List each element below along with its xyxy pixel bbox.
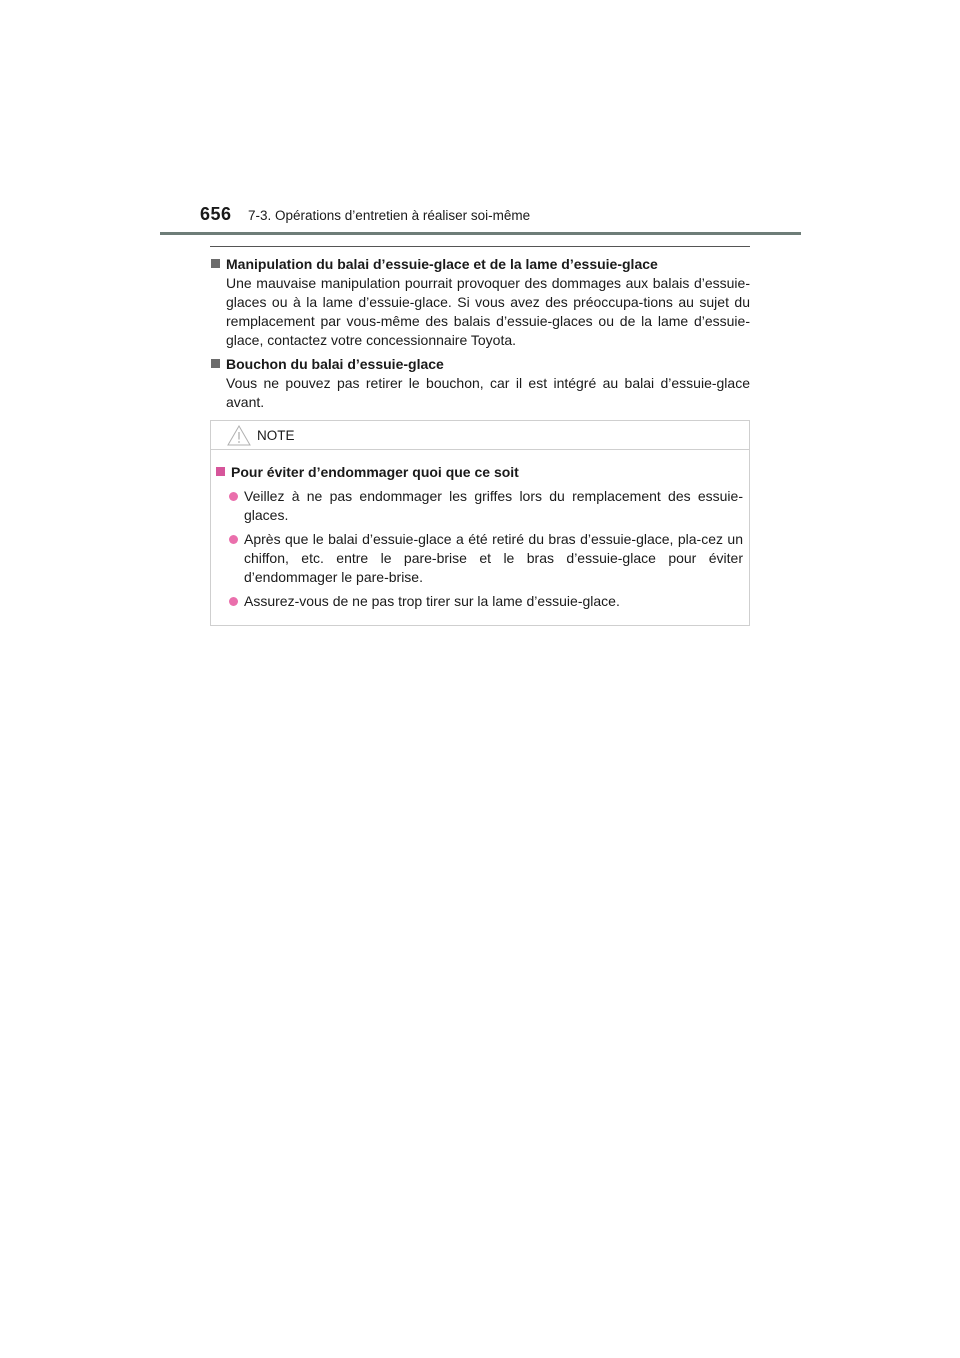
notice-header xyxy=(211,421,749,450)
notice-bullet xyxy=(215,487,743,525)
notice-bullet-text: Après que le balai d’essuie-glace a été retiré du bras d’essuie-glace, pla-cez un chiffon, etc. entre le pare-brise et le bras d’essuie-glace pour éviter d’endommager le pare-brise. xyxy=(244,531,743,585)
notice-heading xyxy=(215,463,743,482)
notice-body xyxy=(211,450,749,625)
section-heading-text: Bouchon du balai d’essuie-glace xyxy=(226,356,444,372)
warning-triangle-icon xyxy=(227,425,251,446)
notice-heading-text: Pour éviter d’endommager quoi que ce soit xyxy=(231,464,519,480)
pink-square-bullet-icon xyxy=(216,467,225,476)
square-bullet-icon xyxy=(211,259,220,268)
content xyxy=(210,246,750,626)
notice-bullet-text: Veillez à ne pas endommager les griffes lors du remplacement des essuie-glaces. xyxy=(244,488,743,523)
notice-box xyxy=(210,420,750,626)
square-bullet-icon xyxy=(211,359,220,368)
section-body: Vous ne pouvez pas retirer le bouchon, car il est intégré au balai d’essuie-glace avant. xyxy=(226,375,750,410)
section-heading xyxy=(210,355,750,374)
notice-bullet xyxy=(215,530,743,587)
pink-dot-icon xyxy=(229,492,238,501)
pink-dot-icon xyxy=(229,597,238,606)
notice-bullet xyxy=(215,592,743,611)
section-title: 7-3. Opérations d’entretien à réaliser soi-même xyxy=(248,208,531,223)
section-body: Une mauvaise manipulation pourrait provoquer des dommages aux balais d’essuie-glaces ou à la lame d’essuie-glace. Si vous avez des préoccupa-tions au sujet du remplacement par vous-même des balais d’essuie-glaces ou de la lame d’essuie-glace, contactez votre concessionnaire Toyota. xyxy=(226,275,750,348)
section-heading-text: Manipulation du balai d’essuie-glace et de la lame d’essuie-glace xyxy=(226,256,658,272)
page-number: 656 xyxy=(200,204,232,224)
header-rule xyxy=(160,232,801,235)
section-heading xyxy=(210,255,750,274)
pink-dot-icon xyxy=(229,535,238,544)
notice-bullet-text: Assurez-vous de ne pas trop tirer sur la lame d’essuie-glace. xyxy=(244,593,620,609)
notice-label: NOTE xyxy=(257,427,295,443)
content-rule xyxy=(210,246,750,247)
